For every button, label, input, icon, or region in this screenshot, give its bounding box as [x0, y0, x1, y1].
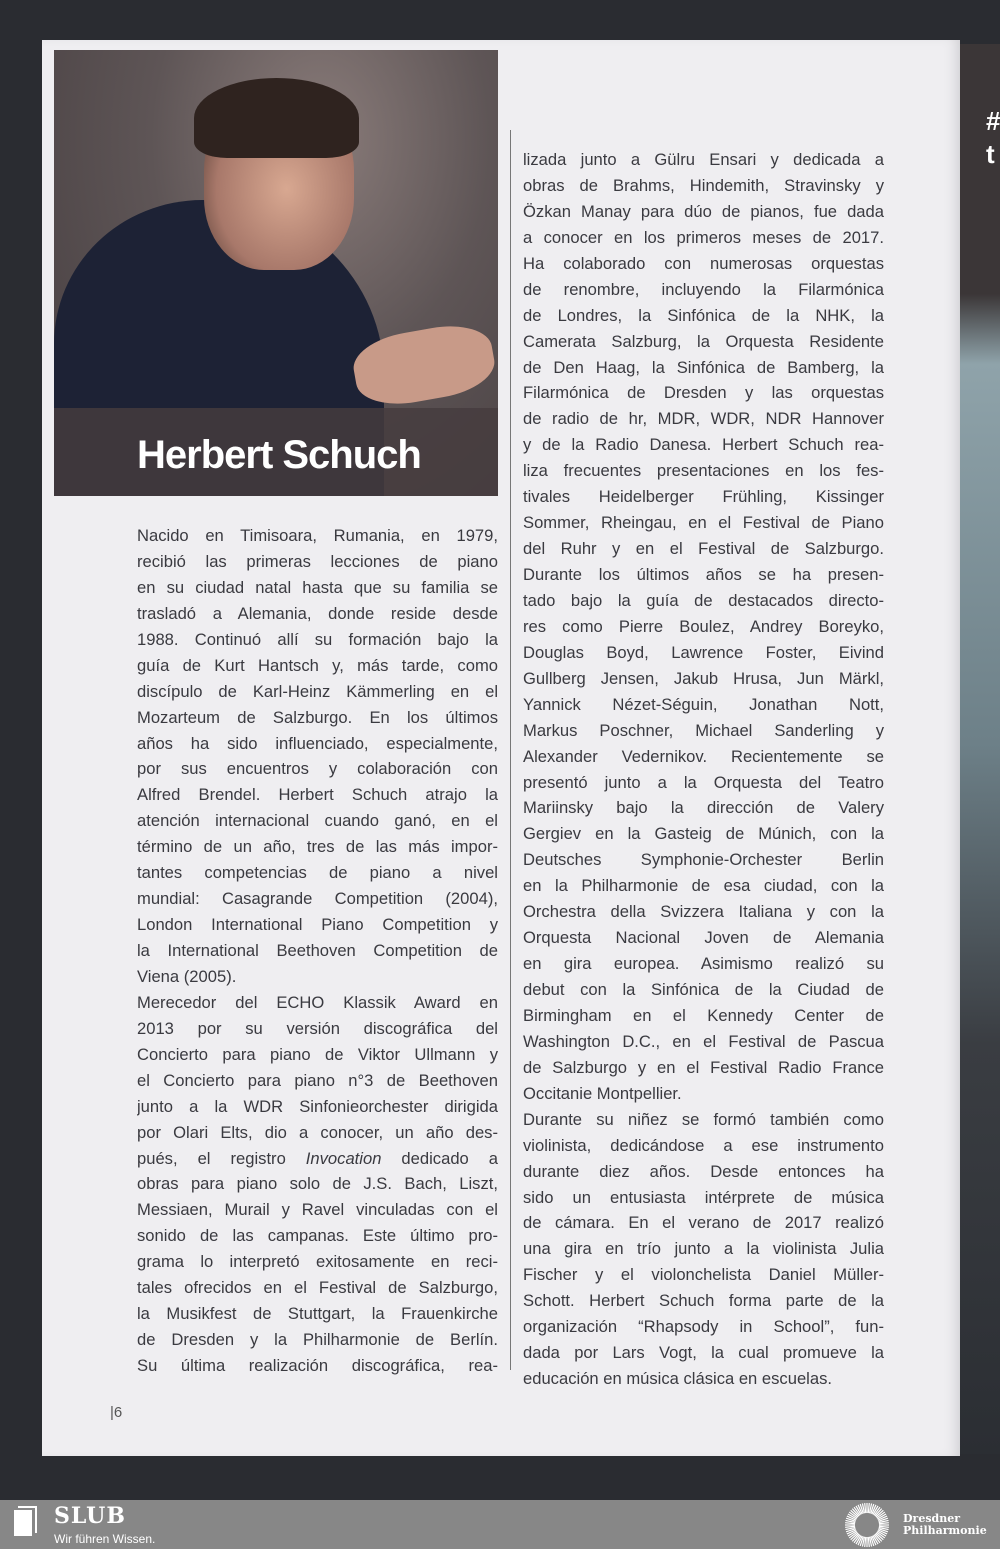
text-line: en su ciudad natal hasta que su familia se: [137, 577, 498, 597]
text-line: atención internacional cuando ganó, en el: [137, 811, 498, 831]
text-line: de Dresden y la Philharmonie de Berlín.: [137, 1330, 498, 1350]
text-line: [137, 1146, 498, 1172]
text-line: años ha sido influenciado, especialmente,: [137, 733, 498, 753]
text-line: Orquesta Nacional Joven de Alemania: [523, 928, 884, 948]
text-line: dada por Lars Vogt, la cual promueve la: [523, 1343, 884, 1363]
text-line: del Ruhr y en el Festival de Salzburgo.: [523, 539, 884, 559]
text-line: Gullberg Jensen, Jakub Hrusa, Jun Märkl,: [523, 668, 884, 688]
text-line: la Musikfest de Stuttgart, la Frauenkirche: [137, 1304, 498, 1324]
text-line: durante diez años. Desde entonces ha: [523, 1161, 884, 1181]
text-line: Özkan Manay para dúo de pianos, fue dada: [523, 201, 884, 221]
page-number: |6: [110, 1404, 123, 1421]
text-line: liza frecuentes presentaciones en los fes-: [523, 461, 884, 481]
text-line: de Den Haag, la Sinfónica de Bamberg, la: [523, 357, 884, 377]
text-line: Merecedor del ECHO Klassik Award en: [137, 992, 498, 1012]
pianist-photo: [54, 50, 498, 496]
text-line: violinista, dedicándose a ese instrumento: [523, 1135, 884, 1155]
text-line: 2013 por su versión discográfica del: [137, 1018, 498, 1038]
text-line: obras para piano solo de J.S. Bach, Liszt,: [137, 1174, 498, 1194]
text-line: Douglas Boyd, Lawrence Foster, Eivind: [523, 642, 884, 662]
text-line: Su última realización discográfica, rea-: [137, 1356, 498, 1375]
text-line: grama lo interpretó exitosamente en reci-: [137, 1252, 498, 1272]
text-line: discípulo de Karl-Heinz Kämmerling en el: [137, 681, 498, 701]
text-line: Mozarteum de Salzburgo. En los últimos: [137, 707, 498, 727]
partner-line-2: Philharmonie: [903, 1524, 987, 1537]
partner-name: [903, 1513, 987, 1537]
text-line: Ha colaborado con numerosas orquestas: [523, 253, 884, 273]
text-line: Sommer, Rheingau, en el Festival de Piano: [523, 513, 884, 533]
slub-book-icon: [12, 1506, 38, 1538]
text-line: por sus encuentros y colaboración con: [137, 759, 498, 779]
column-divider: [510, 130, 511, 1370]
text-line: y de la Radio Danesa. Herbert Schuch rea-: [523, 435, 884, 455]
text-line: de Salzburgo y en el Festival Radio France: [523, 1057, 884, 1077]
text-line: Nacido en Timisoara, Rumania, en 1979,: [137, 526, 498, 545]
text-line: Yannick Nézet-Séguin, Jonathan Nott,: [523, 694, 884, 714]
text-line: trasladó a Alemania, donde reside desde: [137, 603, 498, 623]
right-text-column: [523, 147, 884, 1392]
text-line: Concierto para piano de Viktor Ullmann y: [137, 1044, 498, 1064]
text-line: tales ofrecidos en el Festival de Salzburgo,: [137, 1278, 498, 1298]
text-line: Washington D.C., en el Festival de Pascua: [523, 1031, 884, 1051]
text-line: Filarmónica de Dresden y las orquestas: [523, 383, 884, 403]
dresdner-philharmonie-logo-icon: [842, 1502, 892, 1548]
adjacent-page-char: t: [986, 139, 995, 169]
text-line: educación en música clásica en escuelas.: [523, 1369, 833, 1389]
text-line: tado bajo la guía de destacados directo-: [523, 590, 884, 610]
text-line: el Concierto para piano n°3 de Beethoven: [137, 1070, 498, 1090]
text-line: de radio de hr, MDR, WDR, NDR Hannover: [523, 409, 884, 429]
text-line: obras de Brahms, Hindemith, Stravinsky y: [523, 175, 884, 195]
slub-tagline: Wir führen Wissen.: [54, 1532, 156, 1546]
text-line: 1988. Continuó allí su formación bajo la: [137, 629, 498, 649]
text-line: de cámara. En el verano de 2017 realizó: [523, 1213, 884, 1233]
text-line: Birmingham en el Kennedy Center de: [523, 1005, 884, 1025]
text-line: Alexander Vedernikov. Recientemente se: [523, 746, 884, 766]
text-line: guía de Kurt Hantsch y, más tarde, como: [137, 655, 498, 675]
text-line: por Olari Elts, dio a conocer, un año des-: [137, 1122, 498, 1142]
magazine-page: [42, 40, 960, 1456]
slub-logo-text: SLUB: [54, 1503, 126, 1529]
text-line: a conocer en los primeros meses de 2017.: [523, 227, 884, 247]
text-line: Occitanie Montpellier.: [523, 1083, 682, 1103]
text-line: junto a la WDR Sinfonieorchester dirigida: [137, 1096, 498, 1116]
text-line: tivales Heidelberger Frühling, Kissinger: [523, 487, 884, 507]
adjacent-page-edge: [958, 44, 1000, 1454]
text-line: de renombre, incluyendo la Filarmónica: [523, 279, 884, 299]
text-line: Messiaen, Murail y Ravel vinculadas con el: [137, 1200, 498, 1220]
text-line: Viena (2005).: [137, 966, 237, 986]
album-title: Invocation: [305, 1148, 382, 1168]
text-line: organización “Rhapsody in School”, fun-: [523, 1317, 884, 1337]
text-line: Durante su niñez se formó también como: [523, 1109, 884, 1129]
text-line: presentó junto a la Orquesta del Teatro: [523, 772, 884, 792]
text-line: tantes competencias de piano a nivel: [137, 863, 498, 883]
photo-hair: [194, 78, 359, 158]
text-fragment: dedicado a: [381, 1148, 498, 1168]
text-line: sonido de las campanas. Este último pro-: [137, 1226, 498, 1246]
text-line: una gira en trío junto a la violinista Julia: [523, 1239, 884, 1259]
artist-name-heading: Herbert Schuch: [137, 433, 421, 477]
text-line: London International Piano Competition y: [137, 915, 498, 935]
text-line: lizada junto a Gülru Ensari y dedicada a: [523, 150, 884, 169]
left-text-column: [137, 523, 498, 1379]
text-line: Durante los últimos años se ha presen-: [523, 565, 884, 584]
text-line: Camerata Salzburg, la Orquesta Residente: [523, 331, 884, 351]
text-line: sido un entusiasta intérprete de música: [523, 1187, 884, 1207]
text-line: en la Philharmonie de esa ciudad, con la: [523, 876, 884, 896]
text-line: debut con la Sinfónica de la Ciudad de: [523, 980, 884, 999]
partner-line-1: Dresdner: [903, 1512, 961, 1525]
text-line: Deutsches Symphonie-Orchester Berlin: [523, 850, 884, 870]
text-line: de Londres, la Sinfónica de la NHK, la: [523, 305, 884, 325]
text-line: la International Beethoven Competition de: [137, 941, 498, 960]
text-line: Alfred Brendel. Herbert Schuch atrajo la: [137, 785, 498, 805]
adjacent-page-char: #: [986, 106, 1000, 136]
text-line: término de un año, tres de las más impor-: [137, 837, 498, 857]
text-line: Fischer y el violonchelista Daniel Müller-: [523, 1265, 884, 1285]
footer-bar: [0, 1500, 1000, 1549]
text-line: Gergiev en la Gasteig de Múnich, con la: [523, 824, 884, 844]
text-line: recibió las primeras lecciones de piano: [137, 551, 498, 571]
text-line: en gira europea. Asimismo realizó su: [523, 954, 884, 974]
text-line: Schott. Herbert Schuch forma parte de la: [523, 1291, 884, 1311]
text-line: Orchestra della Svizzera Italiana y con la: [523, 902, 884, 922]
text-line: Mariinsky bajo la dirección de Valery: [523, 798, 884, 818]
text-line: res como Pierre Boulez, Andrey Boreyko,: [523, 616, 884, 636]
text-fragment: pués, el registro: [137, 1148, 306, 1168]
text-line: mundial: Casagrande Competition (2004),: [137, 889, 498, 909]
text-line: Markus Poschner, Michael Sanderling y: [523, 720, 884, 740]
